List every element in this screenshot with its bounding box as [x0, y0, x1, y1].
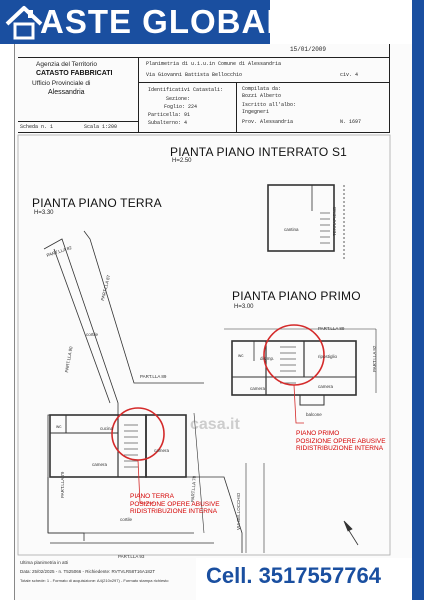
label-wc-terra: wc: [56, 424, 62, 429]
numero-label: N. 1697: [340, 119, 362, 125]
label-cortile-1: cortile: [86, 332, 99, 337]
header-date: 15/01/2009: [290, 46, 327, 53]
sezione-label: Sezione:: [166, 96, 191, 102]
red-note-primo-line1: PIANO PRIMO: [296, 430, 340, 437]
foglio-label: Foglio: 224: [164, 104, 198, 110]
interrato-height: H=2.50: [172, 158, 192, 164]
prov-label: Prov. Alessandria: [242, 119, 294, 125]
header-mid-rule: [139, 82, 389, 83]
house-icon: [4, 4, 44, 40]
subalterno-label: Subalterno: 4: [148, 120, 188, 126]
footer-line1: Ultima planimetria in atti: [20, 560, 69, 565]
header-id-divider: [236, 82, 237, 132]
terra-title: PIANTA PIANO TERRA: [32, 196, 162, 210]
scheda-label: Scheda n. 1: [20, 124, 54, 130]
red-note-primo: [296, 430, 386, 453]
interrato-title: PIANTA PIANO INTERRATO S1: [170, 145, 348, 159]
compilata-label: Compilata da:: [242, 86, 282, 92]
label-part89-a: PART.LLA 89: [140, 374, 167, 379]
header-right-edge: [389, 44, 390, 133]
label-camera-terra-2: camera: [154, 448, 170, 453]
label-terrapieno: TERRAPIENO: [332, 206, 337, 236]
compilata-name: Bozzi Alberto: [242, 93, 282, 99]
red-note-terra: [130, 493, 220, 516]
primo-title: PIANTA PIANO PRIMO: [232, 289, 361, 303]
label-part89-b: PART.LLA 89: [318, 326, 345, 331]
red-note-primo-line2: POSIZIONE OPERE ABUSIVE: [296, 437, 386, 445]
label-ripostiglio: ripostiglio: [318, 354, 338, 359]
logo-banner: [0, 0, 288, 44]
label-wc-primo: wc: [238, 353, 244, 358]
footer-line3: Totale schede: 1 - Formato di acquisizione: A4(210x297) - Formato stampa richiesto: [20, 578, 169, 583]
address-line: Via Giovanni Battista Bellocchio: [146, 72, 243, 78]
label-cantina: cantina: [284, 227, 299, 232]
label-camera-primo-2: camera: [318, 384, 334, 389]
scala-label: Scala 1:200: [84, 124, 118, 130]
header-scheda-rule: [18, 121, 139, 122]
catasto-title: CATASTO FABBRICATI: [36, 70, 113, 77]
label-cucina: cucina: [100, 426, 114, 431]
header-top-line-right: [272, 57, 390, 58]
identificativi-label: Identificativi Catastali:: [148, 87, 224, 93]
red-note-terra-line3: RIDISTRIBUZIONE INTERNA: [130, 508, 218, 515]
footer-line2: Data: 25/02/2025 - n. T525066 - Richiedente: RVTVLR58T16A182T: [20, 569, 156, 574]
label-part82: PART.LLA 82: [45, 245, 73, 258]
albo-label: Ingegneri: [242, 109, 270, 115]
label-part78: PART.LLA 78: [190, 475, 197, 503]
planimetria-line: Planimetria di u.i.u.in Comune di Alessandria: [146, 61, 282, 67]
logo-text: ASTE GLOBAL: [40, 3, 288, 40]
label-part92: PART.LLA 92: [372, 345, 377, 372]
phone-number[interactable]: Cell. 3517557764: [206, 563, 381, 588]
civic-number: civ. 4: [340, 72, 359, 78]
red-note-terra-line2: POSIZIONE OPERE ABUSIVE: [130, 500, 220, 508]
label-camera-primo-1: camera: [250, 386, 266, 391]
label-part93: PART.LLA 93: [118, 554, 145, 559]
label-camera-terra-1: camera: [92, 462, 108, 467]
primo-height: H=3.00: [234, 304, 254, 310]
label-disimp: disimp.: [260, 356, 275, 361]
label-part79: PART.LLA 79: [60, 471, 65, 498]
watermark: casa.it: [190, 416, 240, 433]
right-border-strip: [412, 0, 424, 600]
label-cortile-2: cortile: [120, 517, 133, 522]
label-balcone: balcone: [306, 412, 322, 417]
ufficio-label: Ufficio Provinciale di: [32, 80, 91, 87]
red-note-terra-line1: PIANO TERRA: [130, 493, 174, 500]
ufficio-city: Alessandria: [48, 89, 85, 96]
label-via-bellocchio: VIA BELLOCCHIO: [236, 492, 241, 530]
red-note-primo-line3: RIDISTRIBUZIONE INTERNA: [296, 445, 384, 452]
terra-height: H=3.30: [34, 210, 54, 216]
particella-label: Particella: 91: [148, 112, 191, 118]
label-part87: PART.LLA 87: [100, 274, 112, 302]
header-top-rule: [18, 57, 274, 58]
label-part90: PART.LLA 90: [64, 346, 74, 373]
agency-name: Agenzia del Territorio: [36, 61, 97, 68]
iscritto-label: Iscritto all'albo:: [242, 102, 297, 108]
